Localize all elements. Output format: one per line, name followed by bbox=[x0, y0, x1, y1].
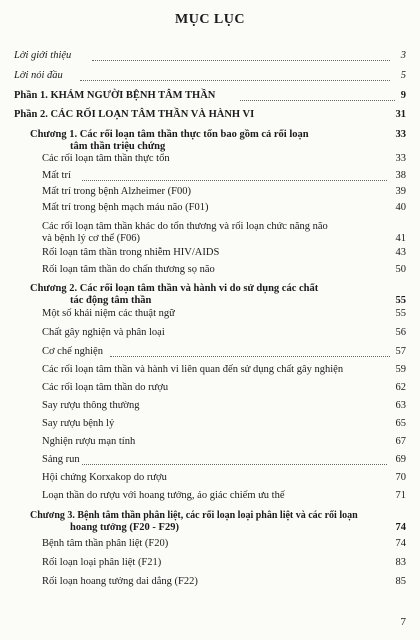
toc-entry bbox=[42, 327, 406, 339]
toc-entry-text: Phần 2. CÁC RỐI LOẠN TÂM THẦN VÀ HÀNH VI bbox=[14, 109, 255, 120]
toc-entry-text-line2: tâm thần triệu chứng bbox=[70, 141, 166, 152]
toc-entry-page: 55 bbox=[395, 295, 406, 306]
toc-entry-page: 70 bbox=[395, 472, 406, 483]
toc-entry bbox=[42, 538, 406, 550]
toc-entry-page: 43 bbox=[395, 247, 406, 258]
toc-entry bbox=[42, 472, 406, 484]
toc-entry-text: Một số khái niệm các thuật ngữ bbox=[42, 308, 175, 319]
toc-entry-text: Mất trí trong bệnh mạch máu não (F01) bbox=[42, 202, 209, 213]
toc-entry-text: Mất trí bbox=[42, 170, 71, 181]
toc-entry-page: 9 bbox=[400, 90, 406, 101]
toc-entry-text: Say rượu bệnh lý bbox=[42, 418, 115, 429]
toc-entry bbox=[42, 202, 406, 214]
toc-entry-page: 62 bbox=[395, 382, 406, 393]
toc-entry-text: Chất gây nghiện và phân loại bbox=[42, 327, 165, 338]
toc-entry-page: 65 bbox=[395, 418, 406, 429]
toc-entry-page: 83 bbox=[395, 557, 406, 568]
leader-dots bbox=[92, 60, 390, 61]
toc-entry-text-line1: Chương 1. Các rối loạn tâm thần thực tổn bao gồm cả rối loạn bbox=[30, 129, 309, 140]
toc-entry-text-line1: Chương 2. Các rối loạn tâm thần và hành vi do sử dụng các chất bbox=[30, 283, 319, 294]
toc-entry-text-line1: Chương 3. Bệnh tâm thần phân liệt, các rối loạn loại phân liệt và các rối loạn bbox=[30, 510, 358, 521]
toc-entry-page: 57 bbox=[395, 346, 406, 357]
toc-entry-text-line1: Các rối loạn tâm thần khác do tổn thương và rối loạn chức năng não bbox=[42, 221, 328, 232]
toc-entry-text: Rối loạn tâm thần trong nhiễm HIV/AIDS bbox=[42, 247, 220, 258]
toc-entry bbox=[42, 576, 406, 588]
toc-entry-text: Cơ chế nghiện bbox=[42, 346, 103, 357]
toc-entry bbox=[42, 186, 406, 198]
toc-entry bbox=[42, 308, 406, 320]
toc-entry bbox=[42, 364, 406, 376]
toc-entry-text: Say rượu thông thường bbox=[42, 400, 140, 411]
toc-entry-page: 40 bbox=[395, 202, 406, 213]
toc-entry-page: 71 bbox=[395, 490, 406, 501]
toc-entry-page: 33 bbox=[395, 129, 406, 140]
toc-entry-chapter-2 bbox=[30, 283, 406, 307]
toc-entry-chapter-3 bbox=[30, 510, 406, 534]
toc-entry-text: Loạn thần do rượu với hoang tưởng, ảo giác chiếm ưu thế bbox=[42, 490, 285, 501]
toc-entry-page: 38 bbox=[395, 170, 406, 181]
toc-entry-text: Rối loạn hoang tưởng dai dẳng (F22) bbox=[42, 576, 198, 587]
toc-entry-part-2 bbox=[14, 109, 406, 121]
toc-entry-page: 3 bbox=[400, 50, 406, 61]
toc-entry-page: 31 bbox=[395, 109, 406, 120]
toc-entry bbox=[42, 247, 406, 259]
leader-dots bbox=[82, 464, 387, 465]
toc-entry-text: Rối loạn loại phân liệt (F21) bbox=[42, 557, 162, 568]
leader-dots bbox=[82, 180, 387, 181]
toc-entry-page: 74 bbox=[395, 538, 406, 549]
toc-title: MỤC LỤC bbox=[175, 12, 245, 27]
toc-entry-page: 63 bbox=[395, 400, 406, 411]
toc-entry-text: Các rối loạn tâm thần do rượu bbox=[42, 382, 169, 393]
toc-entry-text: Rối loạn tâm thần do chấn thương sọ não bbox=[42, 264, 215, 275]
toc-entry bbox=[42, 400, 406, 412]
toc-entry-text: Các rối loạn tâm thần thực tổn bbox=[42, 153, 170, 164]
toc-entry-text: Phần 1. KHÁM NGƯỜI BỆNH TÂM THẦN bbox=[14, 90, 216, 101]
toc-entry-text: Lời nói đầu bbox=[14, 70, 63, 81]
page-number: 7 bbox=[400, 616, 406, 628]
toc-entry-page: 56 bbox=[395, 327, 406, 338]
toc-entry-page: 74 bbox=[395, 522, 406, 533]
toc-entry-text-line2: hoang tưởng (F20 - F29) bbox=[70, 522, 179, 533]
toc-entry-page: 55 bbox=[395, 308, 406, 319]
toc-entry bbox=[42, 557, 406, 569]
toc-entry-page: 59 bbox=[395, 364, 406, 375]
toc-entry bbox=[42, 382, 406, 394]
toc-entry-text: Mất trí trong bệnh Alzheimer (F00) bbox=[42, 186, 192, 197]
toc-entry-text-line2: và bệnh lý cơ thể (F06) bbox=[42, 233, 140, 244]
toc-entry bbox=[42, 490, 406, 502]
toc-entry-page: 50 bbox=[395, 264, 406, 275]
toc-entry-page: 33 bbox=[395, 153, 406, 164]
leader-dots bbox=[240, 100, 395, 101]
toc-entry-page: 41 bbox=[395, 233, 406, 244]
toc-entry-text: Lời giới thiệu bbox=[14, 50, 72, 61]
toc-entry-page: 67 bbox=[395, 436, 406, 447]
leader-dots bbox=[110, 356, 390, 357]
toc-entry-text: Các rối loạn tâm thần và hành vi liên quan đến sử dụng chất gây nghiện bbox=[42, 364, 344, 375]
toc-entry bbox=[42, 418, 406, 430]
toc-entry bbox=[42, 221, 406, 245]
leader-dots bbox=[80, 80, 390, 81]
toc-entry bbox=[42, 153, 406, 165]
toc-entry-text-line2: tác động tâm thần bbox=[70, 295, 152, 306]
toc-entry-text: Nghiện rượu mạn tính bbox=[42, 436, 136, 447]
toc-entry-text: Sảng run bbox=[42, 454, 80, 465]
toc-entry bbox=[42, 436, 406, 448]
toc-entry-text: Hội chứng Korxakop do rượu bbox=[42, 472, 167, 483]
toc-entry bbox=[42, 264, 406, 276]
toc-entry-page: 5 bbox=[400, 70, 406, 81]
toc-entry-chapter-1 bbox=[30, 129, 406, 153]
toc-entry-page: 85 bbox=[395, 576, 406, 587]
toc-entry-text: Bệnh tâm thần phân liệt (F20) bbox=[42, 538, 169, 549]
toc-entry-page: 39 bbox=[395, 186, 406, 197]
toc-entry-page: 69 bbox=[395, 454, 406, 465]
